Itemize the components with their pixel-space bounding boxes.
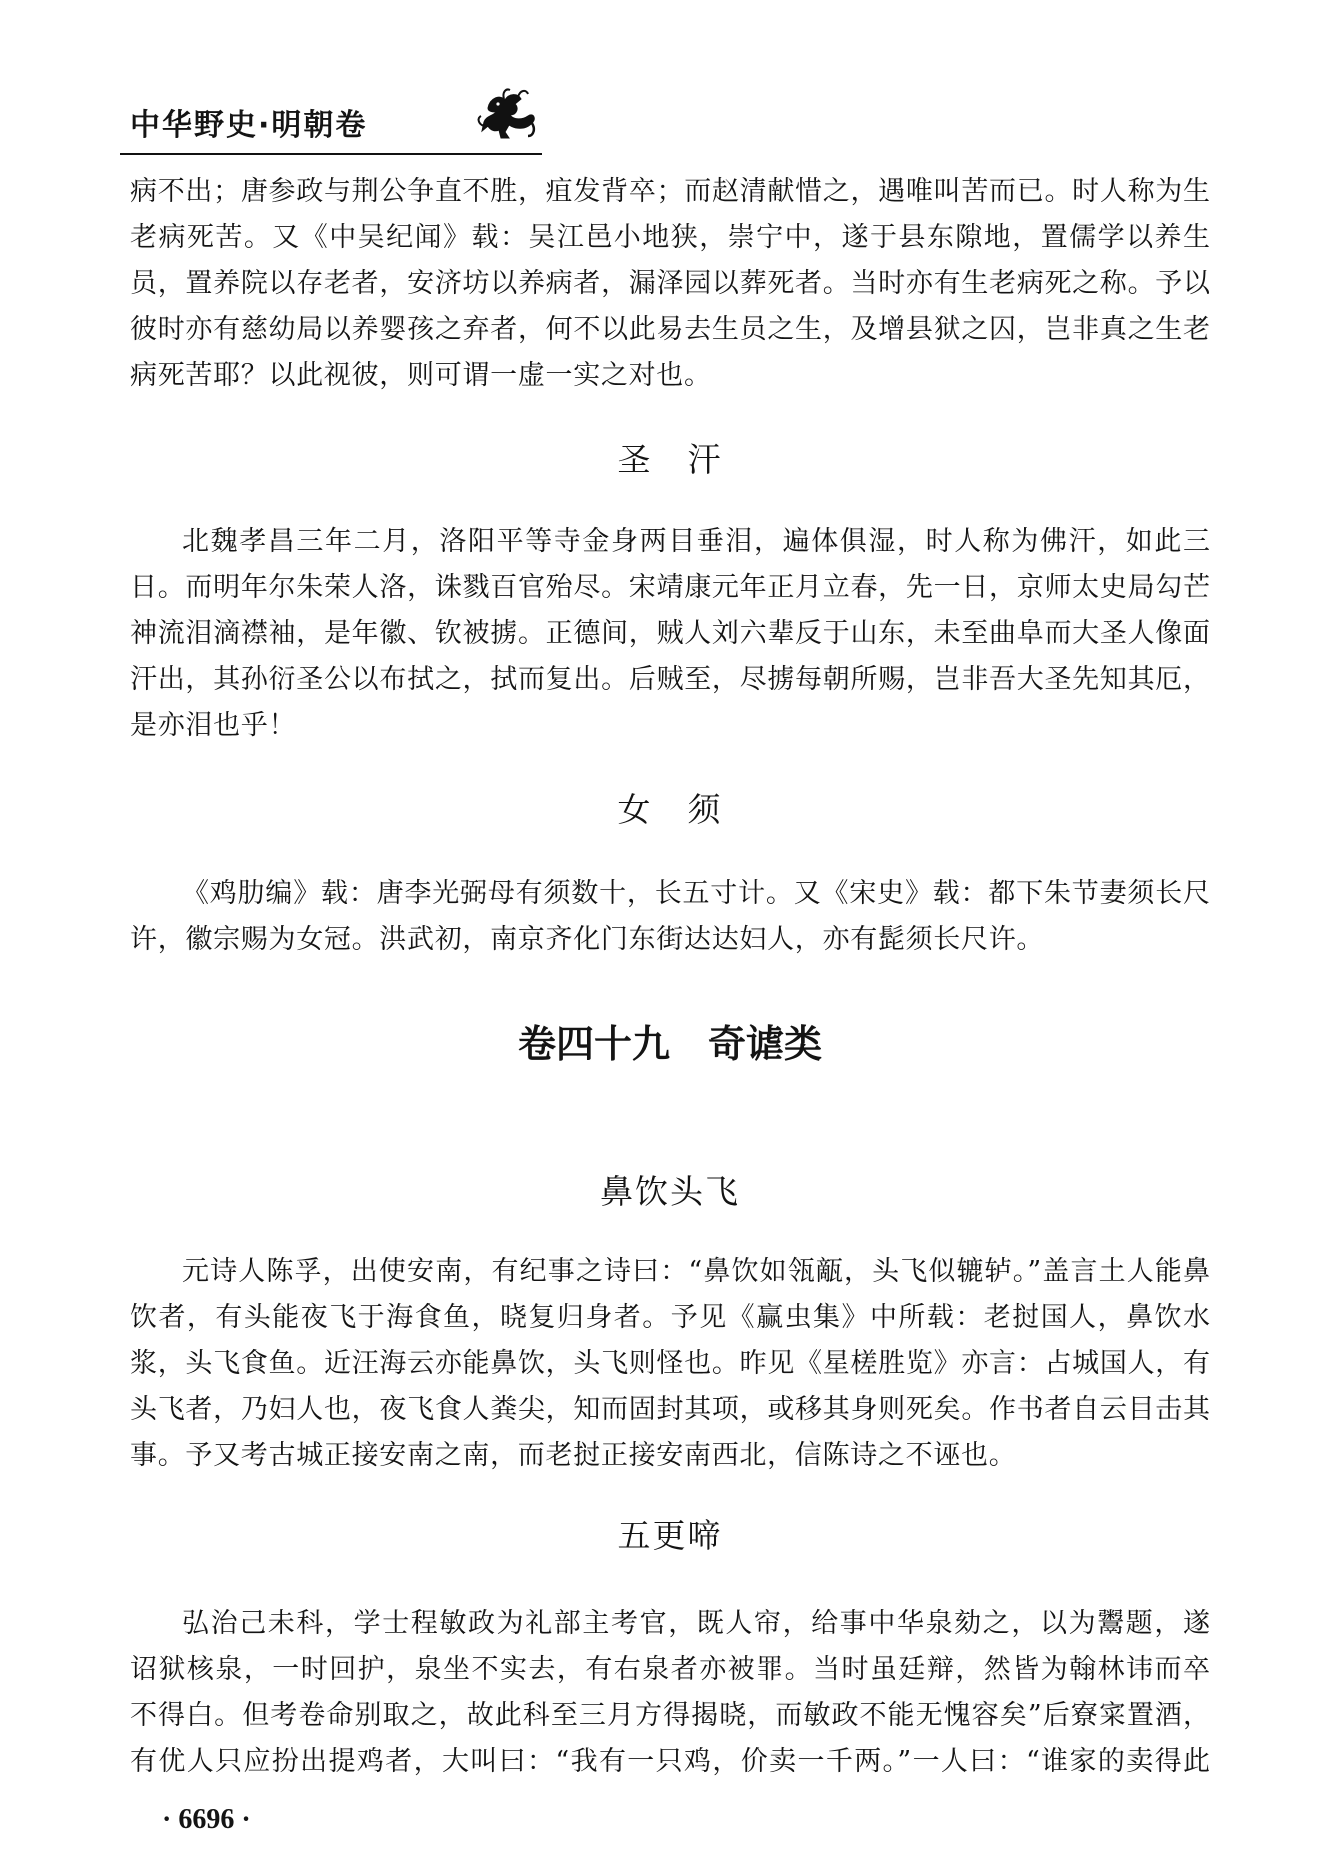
continuation-paragraph [130,169,1210,399]
section-paragraph [130,1249,1210,1479]
text-line: 员，置养院以存老者，安济坊以养病者，漏泽园以葬死者。当时亦有生老病死之称。予以 [130,268,1211,299]
section-paragraph [130,871,1210,963]
text-line: 有优人只应扮出提鸡者，大叫曰：“我有一只鸡，价卖一千两。”一人曰：“谁家的卖得此 [130,1746,1212,1777]
text-line: 是亦泪也乎！ [130,710,297,741]
text-line: 不得白。但考卷命别取之，故此科至三月方得揭晓，而敏政不能无愧容矣”后寮寀置酒， [130,1700,1212,1731]
section-paragraph [130,519,1210,749]
text-line: 日。而明年尔朱荣人洛，诛戮百官殆尽。宋靖康元年正月立春，先一日，京师太史局勾芒 [130,572,1211,603]
section-heading: 鼻饮头飞 [600,1172,740,1211]
text-line: 饮者，有头能夜飞于海食鱼，晓复归身者。予见《赢虫集》中所载：老挝国人，鼻饮水 [130,1302,1212,1333]
page-number: · 6696 · [162,1804,251,1835]
text-line: 弘治己未科，学士程敏政为礼部主考官，既人帘，给事中华泉劾之，以为鬻题，遂 [182,1608,1212,1639]
running-title: 中华野史·明朝卷 [130,108,368,143]
text-line: 事。予又考古城正接安南之南，而老挝正接安南西北，信陈诗之不诬也。 [130,1440,1017,1471]
section-paragraph [130,1601,1210,1785]
header-rule [120,153,542,155]
section-heading: 女 须 [617,790,723,829]
text-line: 《鸡肋编》载：唐李光弼母有须数十，长五寸计。又《宋史》载：都下朱节妻须长尺 [182,878,1211,909]
text-line: 诏狱核泉，一时回护，泉坐不实去，有右泉者亦被罪。当时虽廷辩，然皆为翰林讳而卒 [130,1654,1212,1685]
chapter-heading: 卷四十九 奇谑类 [517,1022,822,1066]
text-line: 病死苦耶？以此视彼，则可谓一虚一实之对也。 [130,360,712,391]
text-line: 元诗人陈孚，出使安南，有纪事之诗曰：“鼻饮如瓴甋，头飞似辘轳。”盖言土人能鼻 [182,1256,1212,1287]
section-heading: 圣 汗 [617,440,723,479]
text-line: 许，徽宗赐为女冠。洪武初，南京齐化门东街达达妇人，亦有髭须长尺许。 [130,924,1045,955]
text-line: 汗出，其孙衍圣公以布拭之，拭而复出。后贼至，尽掳每朝所赐，岂非吾大圣先知其厄， [130,664,1211,695]
text-line: 彼时亦有慈幼局以养婴孩之弃者，何不以此易去生员之生，及增县狱之囚，岂非真之生老 [130,314,1211,345]
text-line: 浆，头飞食鱼。近汪海云亦能鼻饮，头飞则怪也。昨见《星槎胜览》亦言：占城国人，有 [130,1348,1211,1379]
dragon-icon [474,86,540,146]
text-line: 病不出；唐参政与荆公争直不胜，疽发背卒；而赵清献惜之，遇唯叫苦而已。时人称为生 [130,176,1211,207]
text-line: 北魏孝昌三年二月，洛阳平等寺金身两目垂泪，遍体俱湿，时人称为佛汗，如此三 [182,526,1212,557]
text-line: 神流泪滴襟袖，是年徽、钦被掳。正德间，贼人刘六辈反于山东，未至曲阜而大圣人像面 [130,618,1211,649]
text-line: 老病死苦。又《中吴纪闻》载：吴江邑小地狭，崇宁中，遂于县东隙地，置儒学以养生 [130,222,1212,253]
text-line: 头飞者，乃妇人也，夜飞食人粪尖，知而固封其项，或移其身则死矣。作书者自云目击其 [130,1394,1211,1425]
section-heading: 五更啼 [617,1516,723,1555]
